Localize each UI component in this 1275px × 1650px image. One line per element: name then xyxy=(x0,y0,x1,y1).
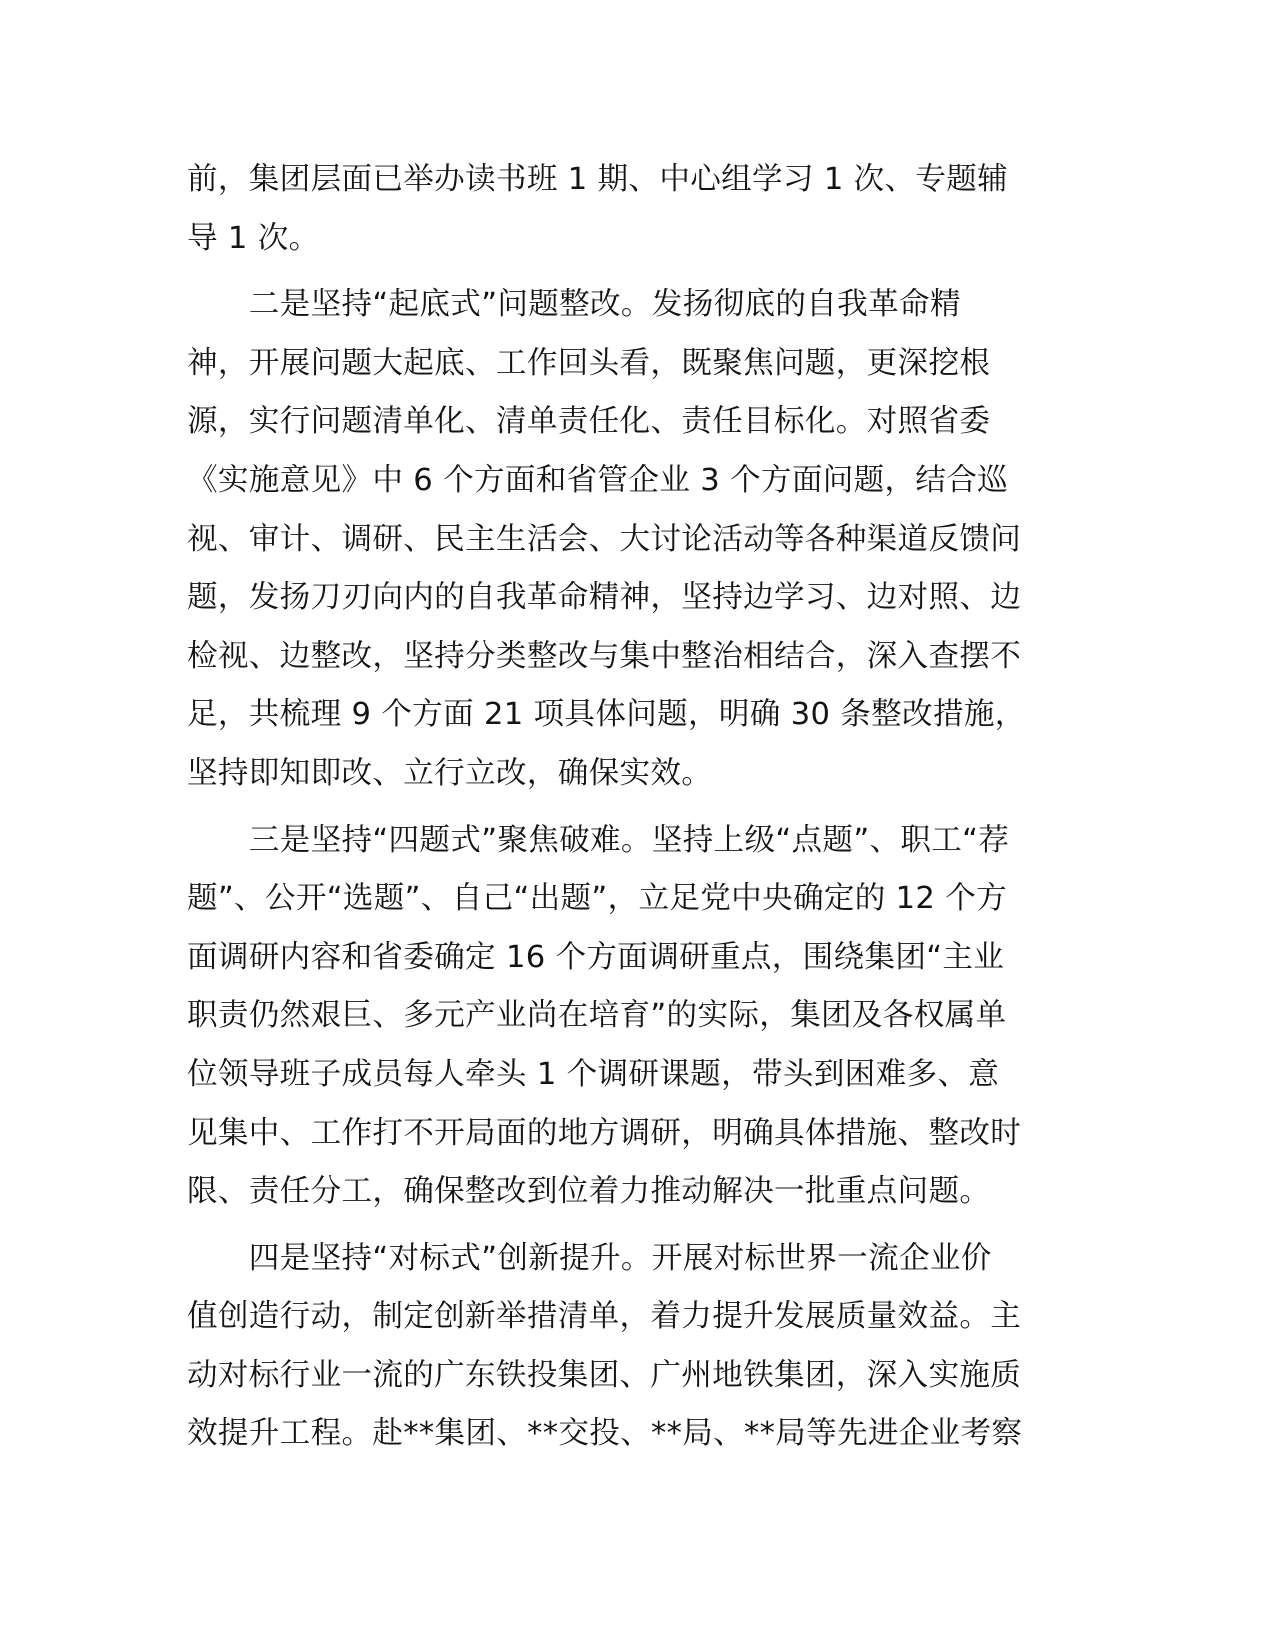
text-line: 导 1 次。 xyxy=(187,220,320,256)
text-line: 检视、边整改，坚持分类整改与集中整治相结合，深入查摆不 xyxy=(187,638,1022,674)
paragraph-4 xyxy=(187,1230,1087,1464)
paragraph-2 xyxy=(187,276,1087,803)
text-line: 动对标行业一流的广东铁投集团、广州地铁集团，深入实施质 xyxy=(187,1357,1022,1393)
text-line: 前，集团层面已举办读书班 1 期、中心组学习 1 次、专题辅 xyxy=(187,162,1009,197)
text-line: 视、审计、调研、民主生活会、大讨论活动等各种渠道反馈问 xyxy=(187,521,1022,557)
document-body xyxy=(187,151,1087,1464)
text-line: 足，共梳理 9 个方面 21 项具体问题，明确 30 条整改措施， xyxy=(187,697,1026,733)
text-line: 见集中、工作打不开局面的地方调研，明确具体措施、整改时 xyxy=(187,1115,1022,1151)
text-line: 神，开展问题大起底、工作回头看，既聚焦问题，更深挖根 xyxy=(187,345,991,381)
text-line: 效提升工程。赴**集团、**交投、**局、**局等先进企业考察 xyxy=(187,1416,1023,1452)
text-line: 《实施意见》中 6 个方面和省管企业 3 个方面问题，结合巡 xyxy=(187,462,1009,498)
text-line: 职责仍然艰巨、多元产业尚在培育”的实际，集团及各权属单 xyxy=(187,998,1007,1034)
text-line: 三是坚持“四题式”聚焦破难。坚持上级“点题”、职工“荐 xyxy=(187,822,1010,858)
text-line: 限、责任分工，确保整改到位着力推动解决一批重点问题。 xyxy=(187,1174,991,1210)
text-line: 面调研内容和省委确定 16 个方面调研重点，围绕集团“主业 xyxy=(187,939,1005,975)
text-line: 源，实行问题清单化、清单责任化、责任目标化。对照省委 xyxy=(187,404,991,440)
text-line: 题，发扬刀刃向内的自我革命精神，坚持边学习、边对照、边 xyxy=(187,580,1022,616)
text-line: 值创造行动，制定创新举措清单，着力提升发展质量效益。主 xyxy=(187,1299,1022,1335)
text-line: 坚持即知即改、立行立改，确保实效。 xyxy=(187,755,713,791)
paragraph-1 xyxy=(187,151,1087,268)
text-line: 四是坚持“对标式”创新提升。开展对标世界一流企业价 xyxy=(187,1240,992,1276)
text-line: 位领导班子成员每人牵头 1 个调研课题，带头到困难多、意 xyxy=(187,1056,1000,1092)
text-line: 题”、公开“选题”、自己“出题”，立足党中央确定的 12 个方 xyxy=(187,881,1007,917)
text-line: 二是坚持“起底式”问题整改。发扬彻底的自我革命精 xyxy=(187,287,961,323)
paragraph-3 xyxy=(187,812,1087,1222)
